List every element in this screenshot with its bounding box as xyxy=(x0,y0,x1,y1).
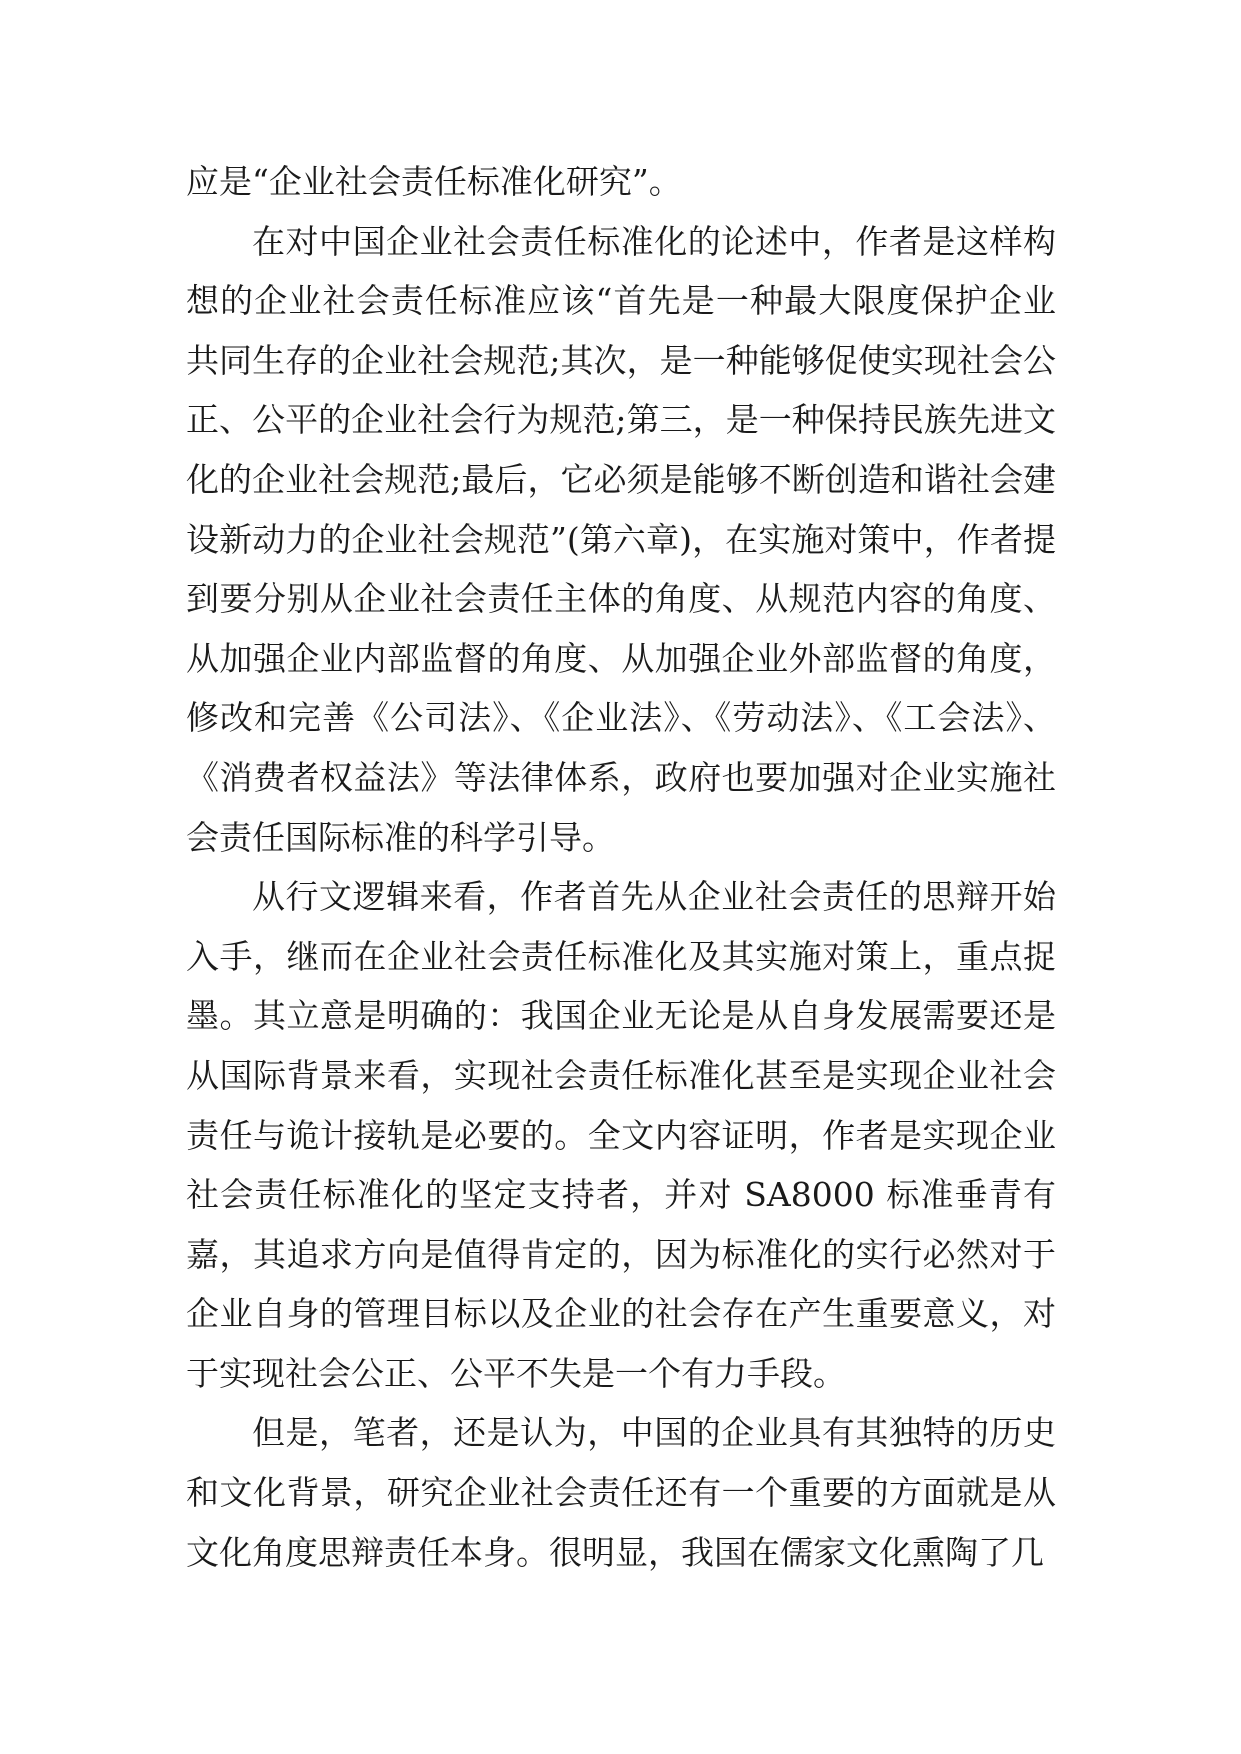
paragraph: 在对中国企业社会责任标准化的论述中，作者是这样构想的企业社会责任标准应该“首先是一种最大限度保护企业共同生存的企业社会规范;其次，是一种能够促使实现社会公正、公平的企业社会行为规范;第三，是一种保持民族先进文化的企业社会规范;最后，它必须是能够不断创造和谐社会建设新动力的企业社会规范”(第六章)，在实施对策中，作者提到要分别从企业社会责任主体的角度、从规范内容的角度、从加强企业内部监督的角度、从加强企业外部监督的角度，修改和完善《公司法》、《企业法》、《劳动法》、《工会法》、《消费者权益法》等法律体系，政府也要加强对企业实施社会责任国际标准的科学引导。 xyxy=(186,221,1056,857)
body-text xyxy=(186,152,1056,1582)
paragraph: 但是，笔者，还是认为，中国的企业具有其独特的历史和文化背景，研究企业社会责任还有一个重要的方面就是从文化角度思辩责任本身。很明显，我国在儒家文化熏陶了几 xyxy=(186,1413,1056,1572)
paragraph: 从行文逻辑来看，作者首先从企业社会责任的思辩开始入手，继而在企业社会责任标准化及其实施对策上，重点捉墨。其立意是明确的：我国企业无论是从自身发展需要还是从国际背景来看，实现社会责任标准化甚至是实现企业社会责任与诡计接轨是必要的。全文内容证明，作者是实现企业社会责任标准化的坚定支持者，并对 SA8000 标准垂青有嘉，其追求方向是值得肯定的，因为标准化的实行必然对于企业自身的管理目标以及企业的社会存在产生重要意义，对于实现社会公正、公平不失是一个有力手段。 xyxy=(186,877,1056,1393)
paragraph-continuation: 应是“企业社会责任标准化研究”。 xyxy=(186,162,682,201)
